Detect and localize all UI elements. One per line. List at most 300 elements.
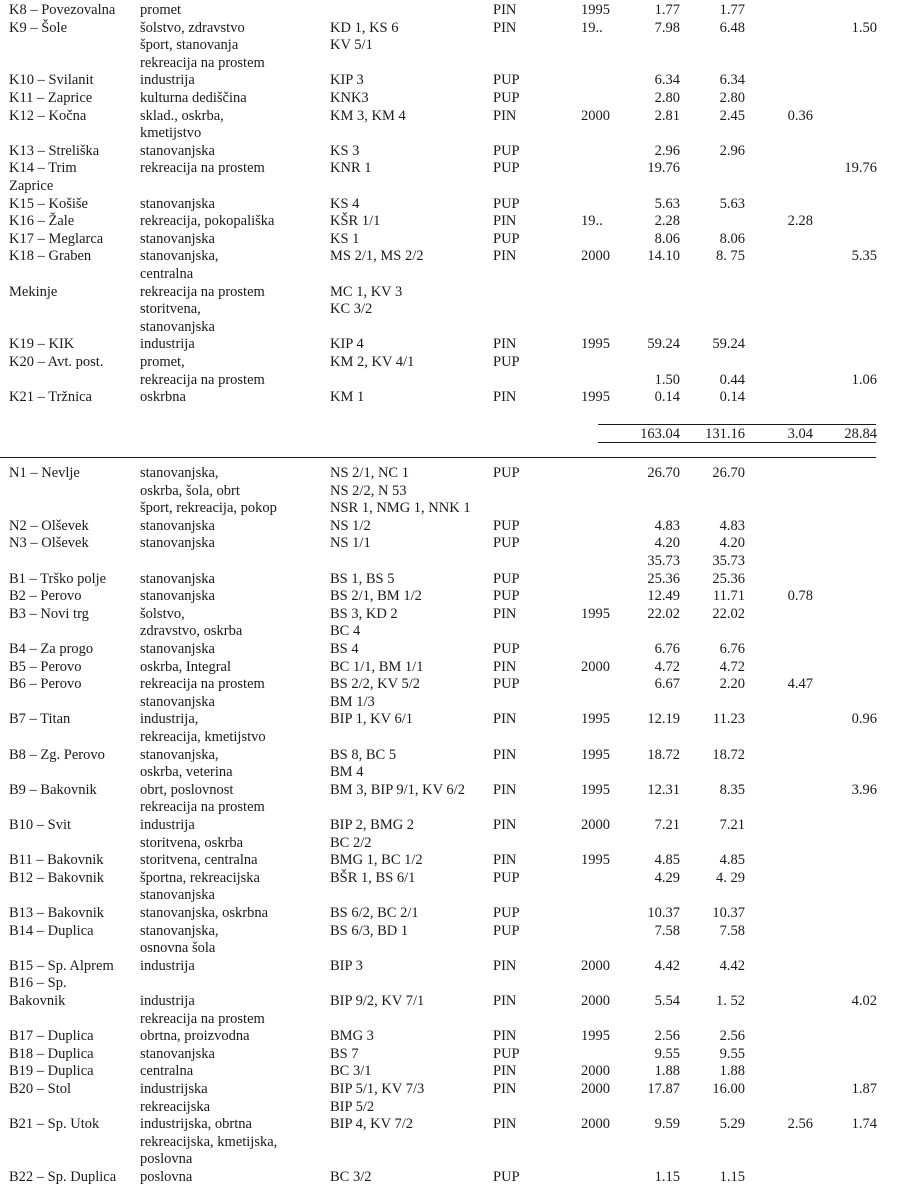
cell-purpose: industrija (140, 72, 195, 89)
cell-purpose: storitvena, centralna (140, 852, 258, 869)
cell-total: 4.85 (654, 852, 680, 869)
cell-purpose: centralna (140, 266, 194, 282)
cell-built: 35.73 (712, 553, 745, 569)
cell-purpose: oskrbna (140, 389, 186, 406)
cell-zones: BMG 3 (330, 1028, 374, 1045)
totals-bottom-rule (598, 442, 876, 443)
cell-document: PUP (493, 465, 520, 481)
cell-document: PIN (493, 658, 517, 675)
cell-year: 19.. (581, 19, 603, 36)
cell-built: 59.24 (712, 336, 745, 353)
cell-total: 2.56 (654, 1028, 680, 1045)
cell-zones: KS 4 (330, 195, 360, 212)
cell-area: K20 – Avt. post. (9, 354, 104, 370)
cell-document: PUP (493, 354, 520, 370)
cell-built: 16.00 (712, 1081, 745, 1097)
cell-purpose: rekreacijska (140, 1098, 211, 1115)
cell-green: 3.96 (851, 781, 877, 798)
cell-year: 2000 (581, 107, 610, 124)
cell-area: N3 – Olševek (9, 535, 89, 552)
cell-area: B11 – Bakovnik (9, 852, 104, 869)
cell-total: 1.88 (654, 1063, 680, 1080)
cell-area: K10 – Svilanit (9, 72, 94, 89)
cell-area: K9 – Šole (9, 19, 67, 36)
cell-total: 9.59 (654, 1116, 680, 1133)
cell-total: 19.76 (647, 160, 680, 177)
cell-total: 2.80 (654, 90, 680, 106)
cell-year: 1995 (581, 711, 610, 728)
cell-area: B9 – Bakovnik (9, 781, 97, 798)
cell-purpose: poslovna (140, 1151, 193, 1168)
cell-document: PUP (493, 160, 520, 177)
cell-total: 7.21 (654, 817, 680, 833)
cell-zones: BIP 3 (330, 957, 363, 974)
cell-purpose: industrija, (140, 711, 199, 728)
cell-zones: BS 4 (330, 641, 359, 657)
cell-zones: NS 1/2 (330, 517, 371, 534)
cell-unbuilt: 2.56 (787, 1116, 813, 1133)
cell-purpose: industrija (140, 336, 195, 353)
cell-document: PIN (493, 389, 517, 406)
cell-document: PIN (493, 781, 517, 798)
cell-zones: BIP 5/2 (330, 1098, 375, 1115)
cell-built: 1.88 (719, 1063, 745, 1080)
cell-purpose: oskrba, šola, obrt (140, 482, 240, 499)
cell-purpose: sklad., oskrba, (140, 107, 224, 124)
cell-document: PIN (493, 1081, 517, 1097)
cell-zones: KM 2, KV 4/1 (330, 354, 415, 370)
section-divider (0, 457, 876, 458)
cell-built: 8.35 (719, 781, 745, 798)
cell-built: 1.77 (719, 2, 745, 18)
cell-year: 2000 (581, 993, 610, 1009)
cell-document: PIN (493, 605, 517, 622)
cell-area: B10 – Svit (9, 817, 72, 833)
cell-purpose: industrija (140, 993, 195, 1009)
cell-area: K16 – Žale (9, 213, 75, 230)
cell-document: PIN (493, 107, 517, 124)
cell-area: Zaprice (9, 178, 54, 194)
cell-zones: BS 1, BS 5 (330, 570, 395, 587)
cell-built: 1. 52 (716, 993, 745, 1009)
cell-total: 1.50 (654, 371, 680, 388)
cell-year: 1995 (581, 852, 610, 869)
cell-built: 11.23 (712, 711, 745, 728)
cell-zones: BM 1/3 (330, 693, 375, 710)
total-value: 163.04 (640, 426, 680, 442)
cell-area: K14 – Trim (9, 160, 77, 177)
cell-area: N1 – Nevlje (9, 465, 80, 481)
cell-purpose: stanovanjska (140, 142, 215, 159)
cell-zones: MC 1, KV 3 (330, 283, 403, 300)
cell-total: 5.63 (654, 195, 680, 212)
cell-green: 4.02 (851, 993, 877, 1009)
cell-zones: BS 2/1, BM 1/2 (330, 588, 422, 605)
cell-built: 7.58 (719, 922, 745, 939)
cell-document: PIN (493, 1116, 517, 1133)
cell-zones: NSR 1, NMG 1, NNK 1 (330, 500, 471, 517)
cell-year: 1995 (581, 781, 610, 798)
cell-built: 0.14 (719, 389, 745, 406)
cell-document: PIN (493, 2, 517, 18)
cell-built: 5.29 (719, 1116, 745, 1133)
cell-year: 2000 (581, 658, 610, 675)
cell-total: 7.58 (654, 922, 680, 939)
cell-zones: BS 6/3, BD 1 (330, 922, 409, 939)
cell-built: 11.71 (712, 588, 745, 605)
cell-zones: NS 2/2, N 53 (330, 482, 407, 499)
cell-built: 5.63 (719, 195, 745, 212)
cell-area: B12 – Bakovnik (9, 869, 105, 886)
cell-zones: BIP 9/2, KV 7/1 (330, 993, 425, 1009)
cell-purpose: obrtna, proizvodna (140, 1028, 250, 1045)
cell-document: PUP (493, 905, 520, 921)
cell-unbuilt: 0.36 (787, 107, 813, 124)
cell-total: 4.29 (654, 869, 680, 886)
cell-document: PIN (493, 993, 517, 1009)
cell-purpose: stanovanjska (140, 570, 215, 587)
cell-total: 4.72 (654, 658, 680, 675)
cell-zones: KC 3/2 (330, 301, 373, 318)
cell-area: K17 – Meglarca (9, 230, 104, 247)
cell-total: 59.24 (647, 336, 680, 353)
cell-built: 8.06 (719, 230, 745, 247)
cell-purpose: rekreacija na prostem (140, 676, 265, 693)
total-value: 3.04 (787, 426, 813, 442)
cell-document: PUP (493, 517, 520, 534)
cell-year: 1995 (581, 389, 610, 406)
cell-area: B5 – Perovo (9, 658, 82, 675)
cell-document: PIN (493, 817, 517, 833)
cell-area: K8 – Povezovalna (9, 2, 116, 18)
cell-total: 2.81 (654, 107, 680, 124)
cell-purpose: centralna (140, 1063, 194, 1080)
cell-area: B19 – Duplica (9, 1063, 94, 1080)
cell-year: 2000 (581, 1116, 610, 1133)
cell-total: 18.72 (647, 746, 680, 763)
cell-area: B7 – Titan (9, 711, 71, 728)
cell-document: PUP (493, 641, 520, 657)
cell-area: B4 – Za progo (9, 641, 94, 657)
cell-zones: BŠR 1, BS 6/1 (330, 869, 416, 886)
cell-zones: KS 3 (330, 142, 360, 159)
cell-total: 4.42 (654, 957, 680, 974)
cell-zones: BC 3/1 (330, 1063, 372, 1080)
cell-built: 7.21 (719, 817, 745, 833)
cell-purpose: rekreacija na prostem (140, 1010, 265, 1027)
cell-purpose: poslovna (140, 1169, 193, 1185)
cell-total: 4.83 (654, 517, 680, 534)
cell-zones: BMG 1, BC 1/2 (330, 852, 423, 869)
cell-area: K12 – Kočna (9, 107, 87, 124)
cell-document: PIN (493, 852, 517, 869)
cell-built: 18.72 (712, 746, 745, 763)
cell-purpose: oskrba, Integral (140, 658, 231, 675)
cell-built: 0.44 (719, 371, 745, 388)
cell-area: B17 – Duplica (9, 1028, 94, 1045)
cell-area: B8 – Zg. Perovo (9, 746, 105, 763)
cell-area: Mekinje (9, 283, 58, 300)
cell-built: 6.34 (719, 72, 745, 89)
cell-document: PUP (493, 230, 520, 247)
cell-built: 4.72 (719, 658, 745, 675)
cell-purpose: stanovanjska (140, 588, 215, 605)
cell-year: 1995 (581, 605, 610, 622)
cell-purpose: industrijska, obrtna (140, 1116, 252, 1133)
cell-document: PIN (493, 957, 517, 974)
cell-purpose: rekreacija na prostem (140, 283, 265, 300)
cell-purpose: rekreacija na prostem (140, 160, 265, 177)
cell-document: PUP (493, 535, 520, 552)
cell-document: PUP (493, 588, 520, 605)
cell-purpose: rekreacija na prostem (140, 54, 265, 71)
cell-zones: KIP 4 (330, 336, 364, 353)
cell-purpose: stanovanjska, (140, 465, 219, 481)
cell-document: PIN (493, 711, 517, 728)
cell-zones: BS 8, BC 5 (330, 746, 397, 763)
cell-total: 1.15 (654, 1169, 680, 1185)
cell-document: PIN (493, 336, 517, 353)
cell-zones: NS 2/1, NC 1 (330, 465, 409, 481)
cell-zones: KV 5/1 (330, 37, 373, 54)
cell-zones: NS 1/1 (330, 535, 371, 552)
cell-year: 19.. (581, 213, 603, 230)
cell-document: PIN (493, 1063, 517, 1080)
cell-document: PUP (493, 570, 520, 587)
cell-document: PUP (493, 1045, 520, 1062)
cell-area: N2 – Olševek (9, 517, 89, 534)
cell-area: K13 – Streliška (9, 142, 100, 159)
cell-total: 6.34 (654, 72, 680, 89)
cell-area: B13 – Bakovnik (9, 905, 105, 921)
cell-zones: BS 7 (330, 1045, 359, 1062)
cell-unbuilt: 2.28 (787, 213, 813, 230)
total-value: 131.16 (705, 426, 745, 442)
cell-zones: KIP 3 (330, 72, 364, 89)
cell-area: B20 – Stol (9, 1081, 72, 1097)
cell-built: 2.45 (719, 107, 745, 124)
cell-year: 1995 (581, 2, 610, 18)
cell-built: 8. 75 (716, 248, 745, 265)
cell-purpose: stanovanjska, (140, 746, 219, 763)
cell-green: 1.06 (851, 371, 877, 388)
cell-document: PIN (493, 19, 517, 36)
cell-purpose: stanovanjska, (140, 248, 219, 265)
cell-document: PIN (493, 1028, 517, 1045)
cell-zones: KD 1, KS 6 (330, 19, 399, 36)
cell-built: 4. 29 (716, 869, 745, 886)
cell-built: 4.42 (719, 957, 745, 974)
cell-total: 7.98 (654, 19, 680, 36)
cell-zones: BC 4 (330, 623, 361, 640)
cell-total: 25.36 (647, 570, 680, 587)
cell-purpose: obrt, poslovnost (140, 781, 234, 798)
cell-green: 1.87 (851, 1081, 877, 1097)
cell-purpose: storitvena, (140, 301, 201, 318)
cell-built: 2.80 (719, 90, 745, 106)
cell-purpose: stanovanjska (140, 230, 215, 247)
cell-document: PUP (493, 676, 520, 693)
cell-built: 26.70 (712, 465, 745, 481)
cell-total: 0.14 (654, 389, 680, 406)
cell-purpose: stanovanjska, oskrbna (140, 905, 269, 921)
cell-purpose: industrija (140, 957, 195, 974)
cell-zones: KM 3, KM 4 (330, 107, 406, 124)
cell-area: B6 – Perovo (9, 676, 82, 693)
cell-zones: BM 3, BIP 9/1, KV 6/2 (330, 781, 465, 798)
cell-total: 6.76 (654, 641, 680, 657)
cell-zones: KM 1 (330, 389, 365, 406)
cell-year: 1995 (581, 1028, 610, 1045)
cell-purpose: šolstvo, zdravstvo (140, 19, 245, 36)
cell-area: B15 – Sp. Alprem (9, 957, 114, 974)
cell-built: 22.02 (712, 605, 745, 622)
cell-zones: BIP 5/1, KV 7/3 (330, 1081, 425, 1097)
cell-document: PUP (493, 142, 520, 159)
cell-area: K18 – Graben (9, 248, 92, 265)
cell-purpose: šolstvo, (140, 605, 185, 622)
cell-built: 6.76 (719, 641, 745, 657)
cell-document: PUP (493, 1169, 520, 1185)
cell-document: PIN (493, 746, 517, 763)
cell-built: 4.20 (719, 535, 745, 552)
cell-zones: BIP 2, BMG 2 (330, 817, 415, 833)
cell-zones: BC 3/2 (330, 1169, 372, 1185)
cell-built: 2.56 (719, 1028, 745, 1045)
cell-zones: BIP 4, KV 7/2 (330, 1116, 413, 1133)
cell-area: B3 – Novi trg (9, 605, 89, 622)
cell-total: 22.02 (647, 605, 680, 622)
cell-built: 4.85 (719, 852, 745, 869)
cell-total: 12.49 (647, 588, 680, 605)
cell-zones: BS 3, KD 2 (330, 605, 398, 622)
cell-zones: KNR 1 (330, 160, 372, 177)
cell-purpose: šport, rekreacija, pokop (140, 500, 277, 517)
cell-area: B2 – Perovo (9, 588, 82, 605)
cell-document: PIN (493, 248, 517, 265)
cell-green: 5.35 (851, 248, 877, 265)
cell-zones: BIP 1, KV 6/1 (330, 711, 413, 728)
cell-built: 2.96 (719, 142, 745, 159)
cell-area: K21 – Tržnica (9, 389, 92, 406)
cell-purpose: industrija (140, 817, 195, 833)
cell-purpose: storitvena, oskrba (140, 834, 244, 851)
cell-year: 2000 (581, 817, 610, 833)
cell-purpose: rekreacijska, kmetijska, (140, 1133, 278, 1150)
cell-zones: BS 6/2, BC 2/1 (330, 905, 419, 921)
cell-total: 12.31 (647, 781, 680, 798)
cell-zones: BC 2/2 (330, 834, 372, 851)
cell-year: 1995 (581, 746, 610, 763)
cell-total: 5.54 (654, 993, 680, 1009)
cell-total: 8.06 (654, 230, 680, 247)
cell-zones: KŠR 1/1 (330, 213, 381, 230)
cell-green: 1.50 (851, 19, 877, 36)
cell-built: 2.20 (719, 676, 745, 693)
cell-total: 12.19 (647, 711, 680, 728)
cell-green: 19.76 (844, 160, 877, 177)
cell-zones: BS 2/2, KV 5/2 (330, 676, 420, 693)
total-value: 28.84 (844, 426, 877, 442)
cell-area: B16 – Sp. (9, 975, 67, 992)
cell-built: 4.83 (719, 517, 745, 534)
cell-built: 1.15 (719, 1169, 745, 1185)
cell-purpose: kmetijstvo (140, 125, 202, 142)
cell-purpose: stanovanjska (140, 1045, 215, 1062)
cell-green: 1.74 (851, 1116, 877, 1133)
cell-purpose: stanovanjska (140, 641, 215, 657)
cell-built: 6.48 (719, 19, 745, 36)
cell-area: K11 – Zaprice (9, 90, 93, 106)
cell-purpose: zdravstvo, oskrba (140, 623, 243, 640)
cell-document: PUP (493, 922, 520, 939)
cell-purpose: stanovanjska (140, 318, 215, 335)
cell-document: PUP (493, 90, 520, 106)
cell-document: PIN (493, 213, 517, 230)
cell-zones: KS 1 (330, 230, 360, 247)
cell-zones: MS 2/1, MS 2/2 (330, 248, 424, 265)
cell-total: 35.73 (647, 553, 680, 569)
cell-area: K19 – KIK (9, 336, 75, 353)
cell-area: B21 – Sp. Utok (9, 1116, 100, 1133)
cell-purpose: stanovanjska (140, 195, 215, 212)
cell-year: 2000 (581, 248, 610, 265)
cell-purpose: športna, rekreacijska (140, 869, 260, 886)
totals-top-rule (598, 424, 876, 425)
cell-purpose: stanovanjska (140, 887, 215, 904)
cell-green: 0.96 (851, 711, 877, 728)
cell-total: 10.37 (647, 905, 680, 921)
cell-document: PUP (493, 72, 520, 89)
cell-built: 10.37 (712, 905, 745, 921)
cell-area: B22 – Sp. Duplica (9, 1169, 117, 1185)
cell-purpose: stanovanjska, (140, 922, 219, 939)
cell-zones: BC 1/1, BM 1/1 (330, 658, 424, 675)
cell-total: 17.87 (647, 1081, 680, 1097)
cell-purpose: promet (140, 2, 182, 18)
cell-area: B18 – Duplica (9, 1045, 94, 1062)
cell-total: 9.55 (654, 1045, 680, 1062)
cell-document: PUP (493, 869, 520, 886)
cell-total: 6.67 (654, 676, 680, 693)
cell-built: 25.36 (712, 570, 745, 587)
cell-purpose: šport, stanovanja (140, 37, 239, 54)
cell-total: 2.96 (654, 142, 680, 159)
cell-area: K15 – Košiše (9, 195, 88, 212)
cell-zones: KNK3 (330, 90, 369, 106)
cell-total: 26.70 (647, 465, 680, 481)
cell-year: 2000 (581, 1063, 610, 1080)
cell-purpose: rekreacija, pokopališka (140, 213, 275, 230)
cell-purpose: stanovanjska (140, 535, 215, 552)
cell-purpose: promet, (140, 354, 185, 370)
cell-built: 9.55 (719, 1045, 745, 1062)
cell-purpose: oskrba, veterina (140, 764, 233, 781)
cell-year: 2000 (581, 957, 610, 974)
cell-purpose: stanovanjska (140, 693, 215, 710)
cell-unbuilt: 0.78 (787, 588, 813, 605)
cell-area: Bakovnik (9, 993, 66, 1009)
cell-purpose: industrijska (140, 1081, 208, 1097)
cell-year: 1995 (581, 336, 610, 353)
cell-purpose: kulturna dediščina (140, 90, 247, 106)
cell-total: 4.20 (654, 535, 680, 552)
cell-document: PUP (493, 195, 520, 212)
cell-purpose: osnovna šola (140, 940, 216, 957)
cell-area: B14 – Duplica (9, 922, 94, 939)
cell-purpose: rekreacija na prostem (140, 371, 265, 388)
cell-purpose: rekreacija, kmetijstvo (140, 729, 266, 745)
